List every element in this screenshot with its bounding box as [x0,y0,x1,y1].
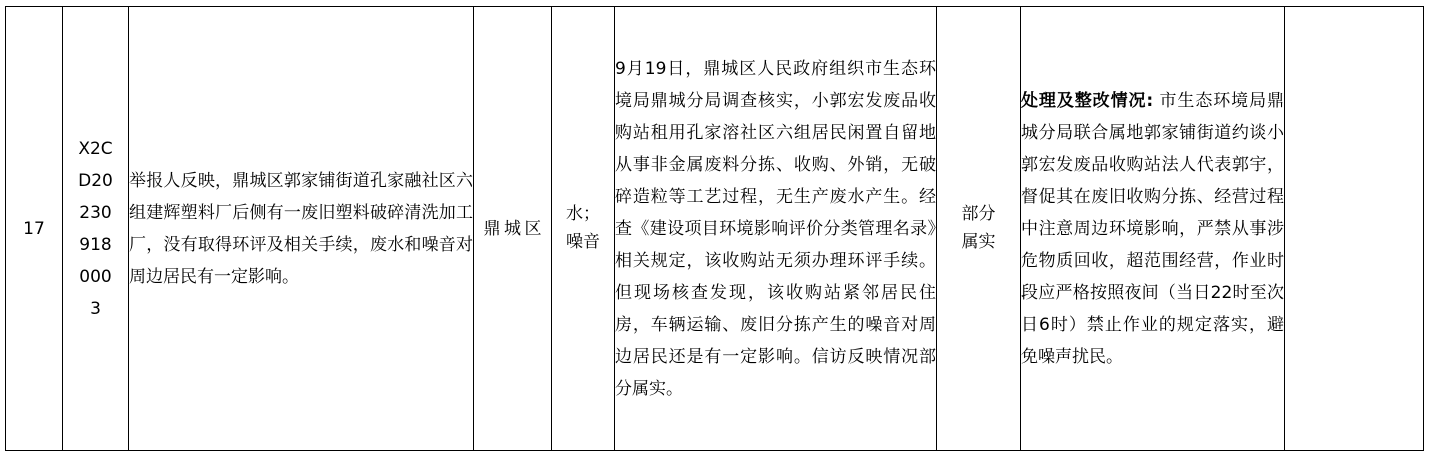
investigation-result-cell [615,7,937,451]
row-number: 17 [23,218,45,239]
case-id-line: D20 [78,170,113,191]
case-id-line: 000 [79,266,112,287]
note-cell [1285,7,1424,451]
region: 鼎城区 [483,218,542,239]
table-row [6,7,1424,451]
pollution-type: 水；噪音 [566,203,600,252]
pollution-type-cell [552,7,615,451]
case-id-cell [63,7,129,451]
handling-label: 处理及整改情况: [1021,90,1154,111]
complaint-content: 举报人反映，鼎城区郭家铺街道孔家融社区六组建辉塑料厂后侧有一废旧塑料破碎清洗加工厂，没有取得环评及相关手续，废水和噪音对周边居民有一定影响。 [129,170,473,287]
case-id-line: 918 [79,234,112,255]
complaint-record-table [5,6,1424,451]
investigation-result: 9月19日，鼎城区人民政府组织市生态环境局鼎城分局调查核实，小郭宏发废品收购站租用孔家溶社区六组居民闲置自留地从事非金属废料分拣、收购、外销，无破碎造粒等工艺过程，无生产废水产生。经查《建设项目环境影响评价分类管理名录》相关规定，该收购站无须办理环评手续。但现场核查发现，该收购站紧邻居民住房，车辆运输、废旧分拣产生的噪音对周边居民还是有一定影响。信访反映情况部分属实。 [615,58,936,399]
verdict: 部分属实 [961,203,996,252]
case-id-line: X2C [78,138,113,159]
handling-text: 市生态环境局鼎城分局联合属地郭家铺街道约谈小郭宏发废品收购站法人代表郭宇，督促其在废旧收购分拣、经营过程中注意周边环境影响，严禁从事涉危物质回收，超范围经营，作业时段应严格按照夜间（当日22时至次日6时）禁止作业的规定落实，避免噪声扰民。 [1021,90,1284,367]
handling-cell [1021,7,1285,451]
complaint-content-cell [129,7,474,451]
case-id-line: 3 [90,298,101,319]
region-cell [474,7,552,451]
verdict-cell [937,7,1021,451]
case-id-line: 230 [79,202,112,223]
row-number-cell [6,7,63,451]
